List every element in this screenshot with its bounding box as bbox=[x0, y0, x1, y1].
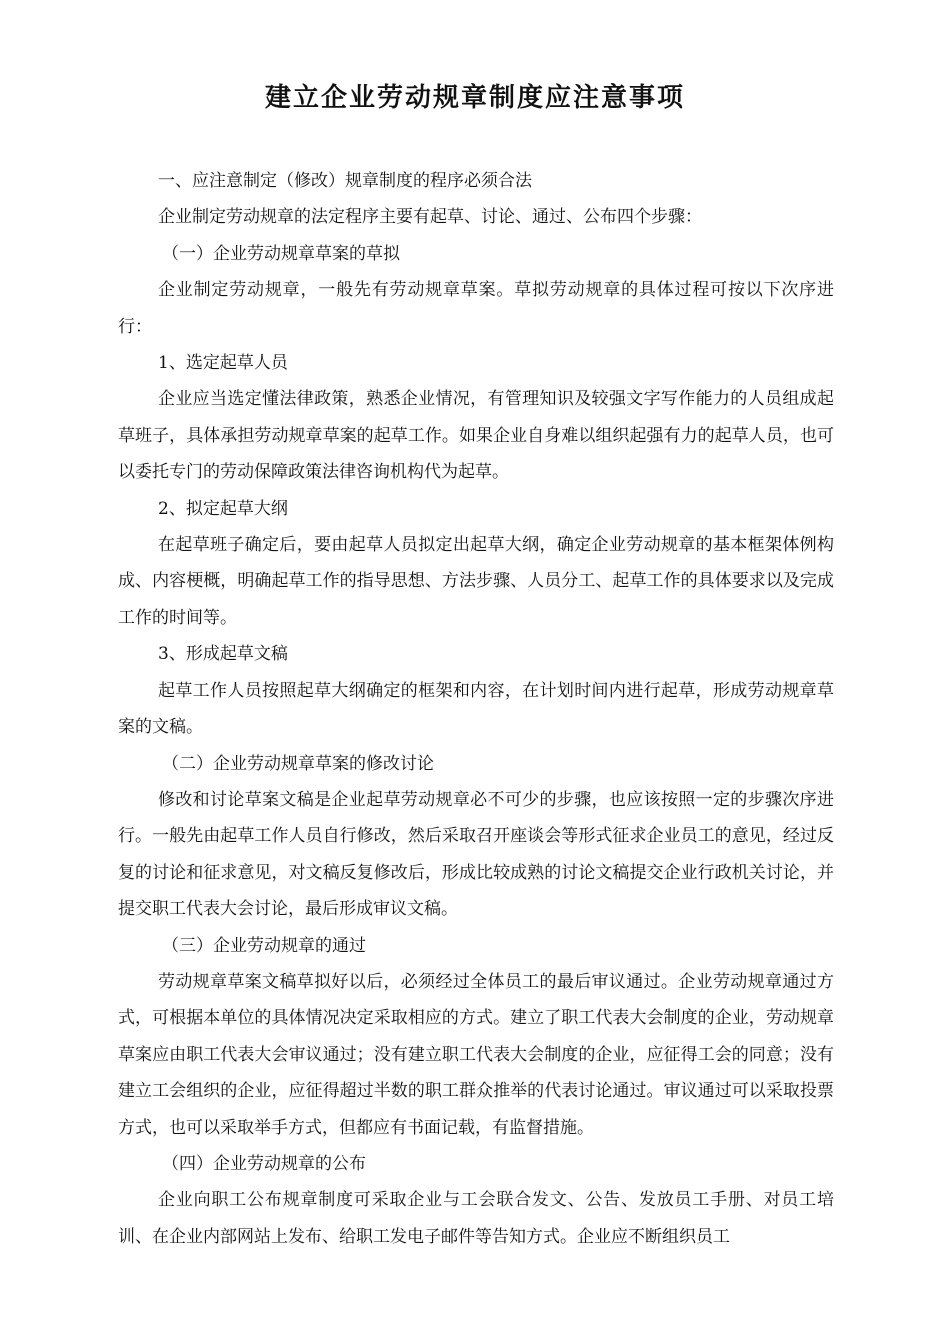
section-heading: 一、应注意制定（修改）规章制度的程序必须合法 bbox=[158, 171, 532, 191]
body-paragraph: 劳动规章草案文稿草拟好以后，必须经过全体员工的最后审议通过。企业劳动规章通过方式，可根据本单位的具体情况决定采取相应的方式。建立了职工代表大会制度的企业，劳动规章草案应由职工代表大会审议通过；没有建立职工代表大会制度的企业，应征得工会的同意；没有建立工会组织的企业，应征得超过半数的职工群众推举的代表讨论通过。审议通过可以采取投票方式，也可以采取举手方式，但都应有书面记载，有监督措施。 bbox=[118, 971, 834, 1138]
document-body bbox=[118, 163, 834, 1255]
step-heading: 3、形成起草文稿 bbox=[158, 644, 288, 665]
body-paragraph: 修改和讨论草案文稿是企业起草劳动规章必不可少的步骤，也应该按照一定的步骤次序进行。一般先由起草工作人员自行修改，然后采取召开座谈会等形式征求企业员工的意见，经过反复的讨论和征求意见，对文稿反复修改后，形成比较成熟的讨论文稿提交企业行政机关讨论，并提交职工代表大会讨论，最后形成审议文稿。 bbox=[118, 789, 834, 920]
subsection-heading: （一）企业劳动规章草案的草拟 bbox=[162, 243, 400, 264]
body-paragraph: 起草工作人员按照起草大纲确定的框架和内容，在计划时间内进行起草，形成劳动规章草案的文稿。 bbox=[118, 680, 834, 738]
body-paragraph: 企业应当选定懂法律政策，熟悉企业情况，有管理知识及较强文字写作能力的人员组成起草班子，具体承担劳动规章草案的起草工作。如果企业自身难以组织起强有力的起草人员，也可以委托专门的劳动保障政策法律咨询机构代为起草。 bbox=[118, 389, 834, 483]
step-heading: 2、拟定起草大纲 bbox=[158, 498, 288, 519]
subsection-heading: （二）企业劳动规章草案的修改讨论 bbox=[162, 753, 434, 774]
body-paragraph: 企业向职工公布规章制度可采取企业与工会联合发文、公告、发放员工手册、对员工培训、在企业内部网站上发布、给职工发电子邮件等告知方式。企业应不断组织员工 bbox=[118, 1190, 834, 1247]
step-heading: 1、选定起草人员 bbox=[158, 353, 288, 374]
document-title: 建立企业劳动规章制度应注意事项 bbox=[264, 83, 685, 113]
body-paragraph: 企业制定劳动规章的法定程序主要有起草、讨论、通过、公布四个步骤： bbox=[158, 207, 702, 228]
body-paragraph: 在起草班子确定后，要由起草人员拟定出起草大纲，确定企业劳动规章的基本框架体例构成、内容梗概，明确起草工作的指导思想、方法步骤、人员分工、起草工作的具体要求以及完成工作的时间等。 bbox=[118, 535, 834, 628]
subsection-heading: （四）企业劳动规章的公布 bbox=[162, 1153, 366, 1174]
body-paragraph: 企业制定劳动规章，一般先有劳动规章草案。草拟劳动规章的具体过程可按以下次序进行： bbox=[118, 280, 834, 337]
subsection-heading: （三）企业劳动规章的通过 bbox=[162, 935, 366, 956]
